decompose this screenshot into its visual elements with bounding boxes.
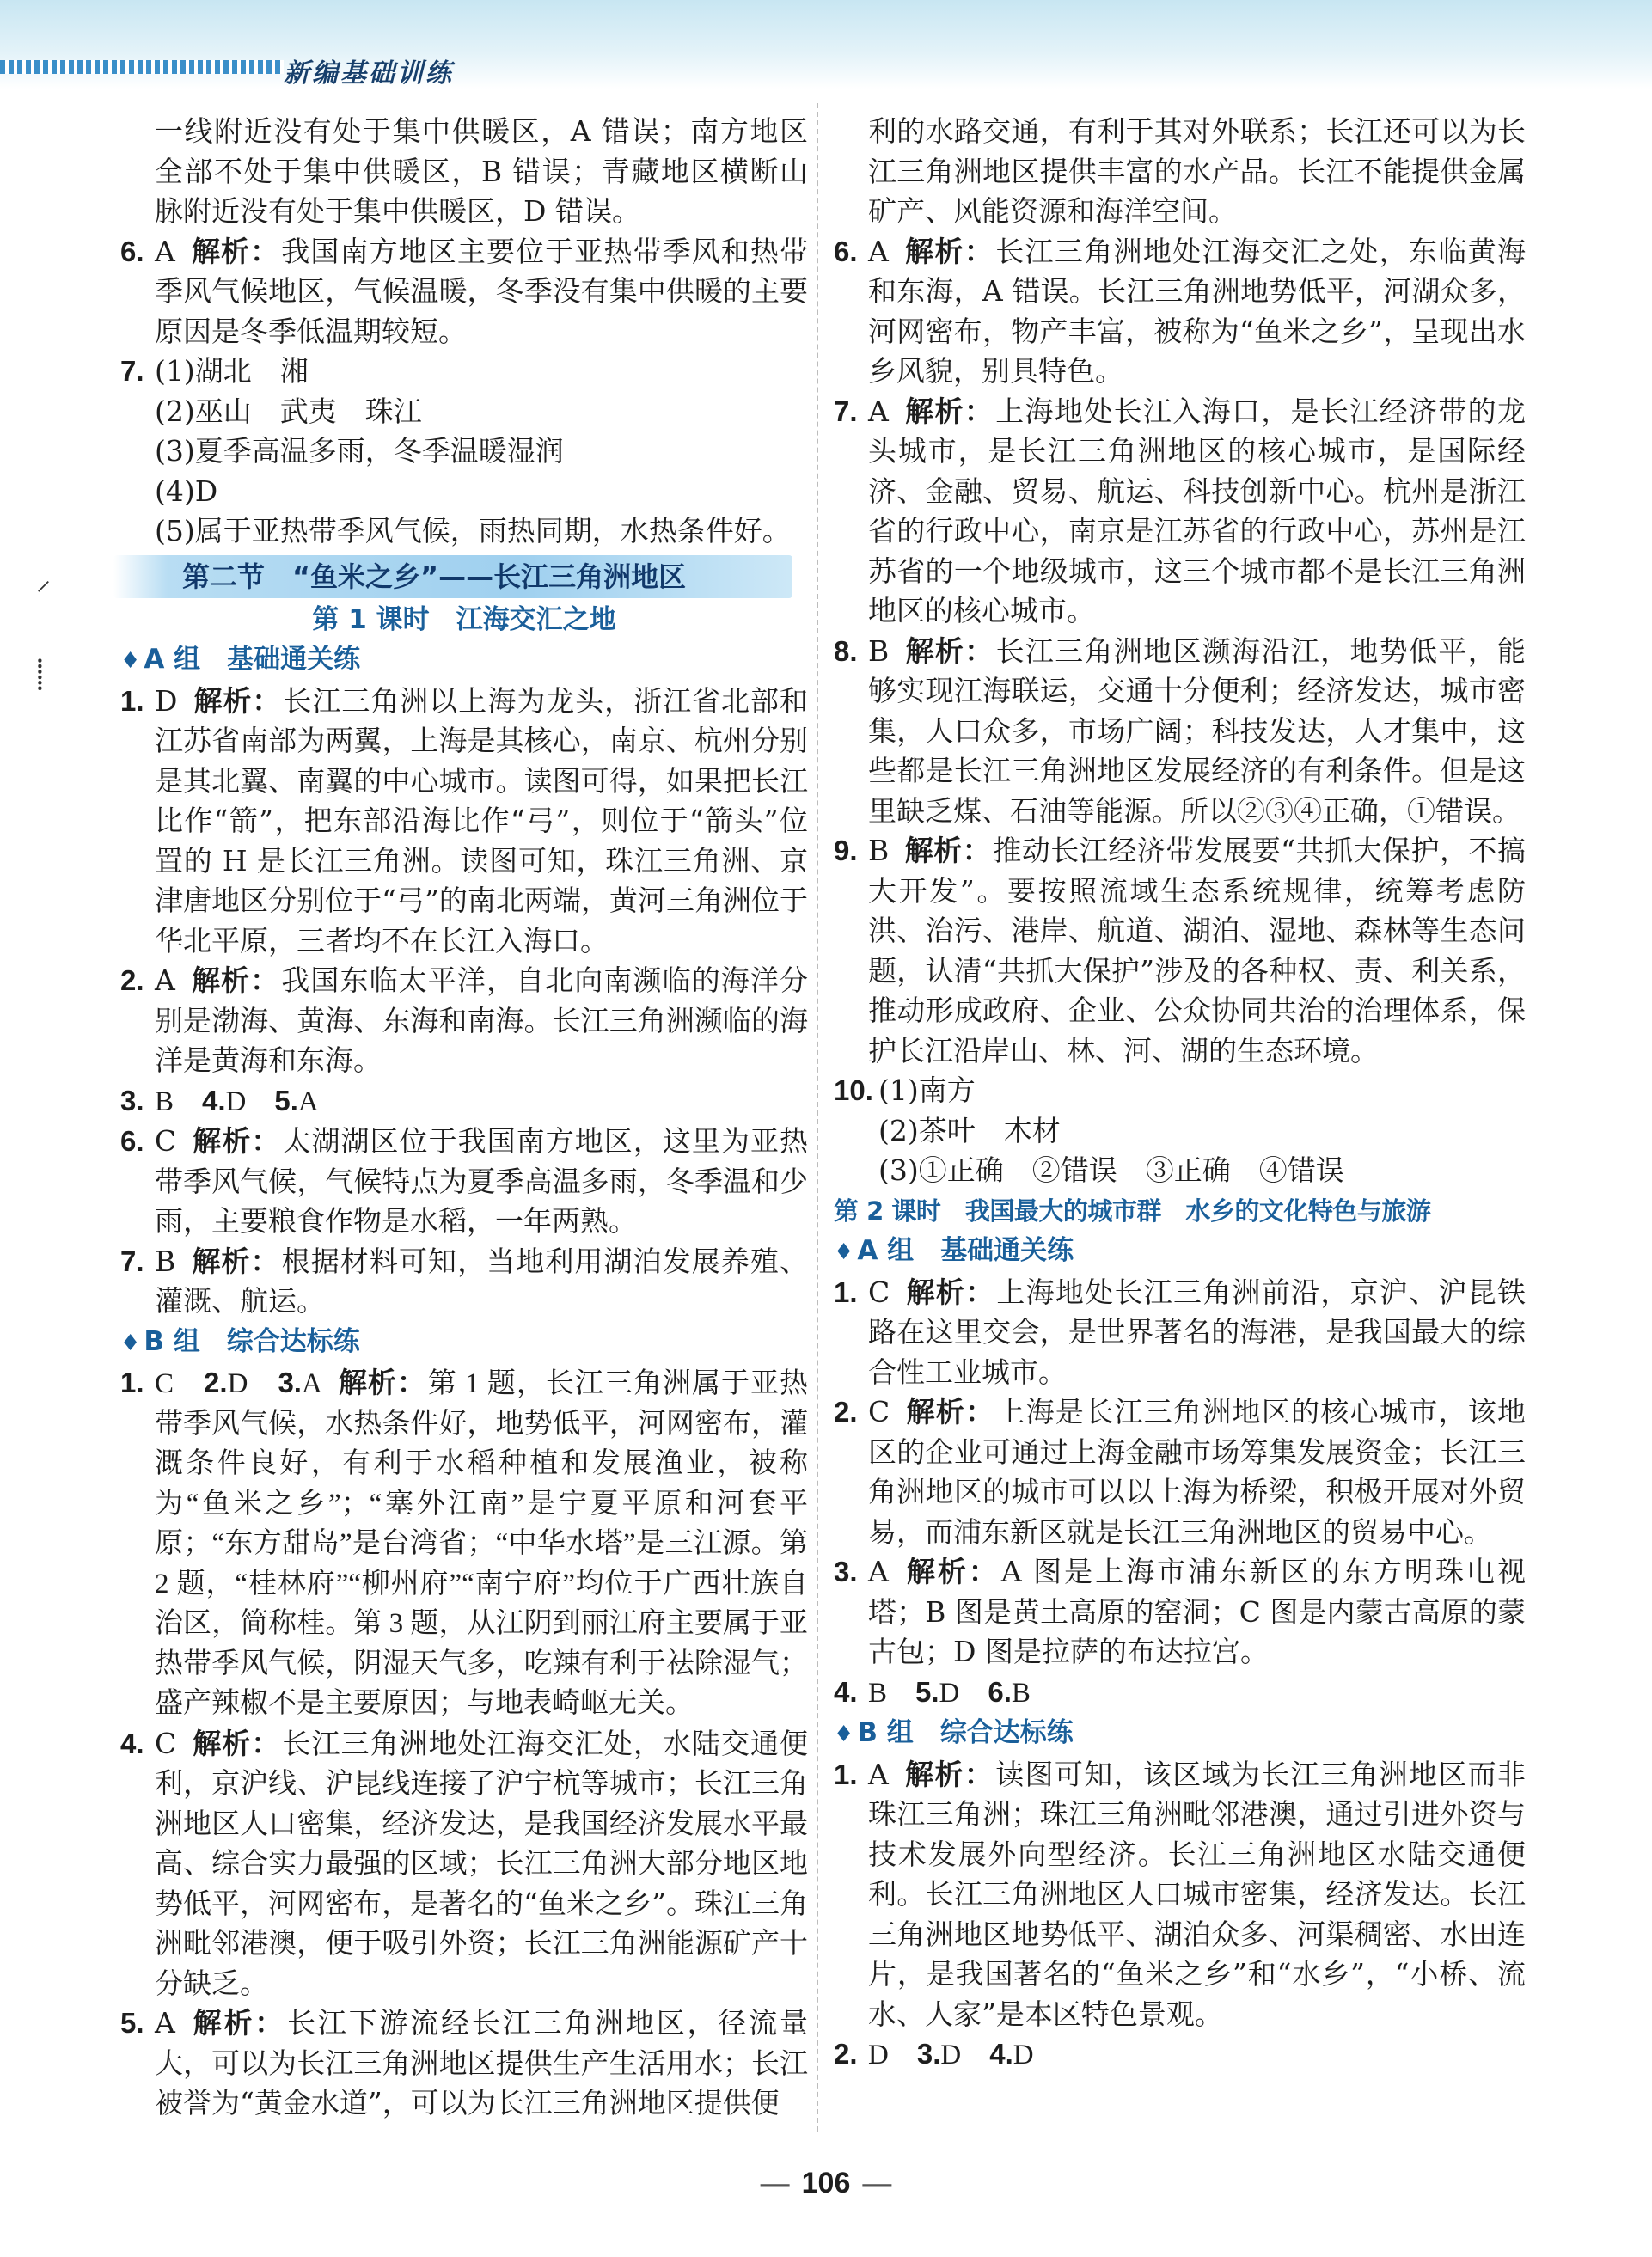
answer-letter: C [868,1275,890,1309]
item-number: 7. [834,395,858,427]
answer-item [834,831,1526,1071]
item-number: 7. [120,355,144,387]
diamond-icon: ♦ [120,648,141,674]
answer-letter: C [868,1395,890,1428]
page-dash: — [862,2167,892,2199]
item-number: 4. [834,1675,858,1708]
sub-answer: (2)巫山 武夷 珠江 [155,394,422,428]
answer-item [834,232,1526,392]
analysis-label: 解析： [903,1556,1000,1587]
answer-letter: B [155,1244,176,1278]
answer-row [834,1673,1526,1714]
page-dash: — [760,2167,790,2199]
answer-letter: A [155,234,175,268]
answer-item [834,392,1526,632]
answer-letter: B [868,633,890,668]
margin-mark: ⸝ [36,563,51,597]
column-divider [817,103,818,2132]
sub-answer: (1)南方 [878,1073,976,1107]
item-number: 7. [120,1245,144,1277]
item-number: 4. [202,1084,226,1116]
item-number: 10. [834,1074,873,1106]
analysis-text: 太湖湖区位于我国南方地区，这里为亚热带季风气候，气候特点为夏季高温多雨，冬季温和少雨，主要粮食作物是水稻，一年两熟。 [155,1124,809,1238]
analysis-text: A 图是上海市浦东新区的东方明珠电视塔；B 图是黄土高原的窑洞；C 图是内蒙古高原的蒙古包；D 图是拉萨的布达拉宫。 [868,1555,1526,1668]
analysis-label: 解析： [905,1275,995,1308]
answer-letter: A [868,1555,889,1588]
group-heading [834,1231,1526,1273]
item-number: 1. [120,684,144,717]
group-heading [120,1322,808,1364]
right-column [834,112,1526,2076]
lesson-title: 第 2 课时 我国最大的城市群 水乡的文化特色与旅游 [834,1196,1431,1226]
answer-letter: D [155,683,178,718]
answer-letter: C [155,1368,174,1399]
sub-answer: (2)茶叶 木材 [878,1113,1061,1147]
item-number: 4. [120,1727,144,1759]
answer-item [120,1242,808,1322]
answer-item [120,1724,808,2004]
answer-letter: A [155,2006,175,2040]
answer-item [120,1122,808,1242]
answer-item [834,1552,1526,1673]
item-number: 5. [120,2007,144,2039]
analysis-label: 解析： [904,835,992,866]
answer-letter: A [301,1368,322,1399]
item-number: 2. [834,2038,858,2070]
page-number-value: 106 [801,2167,851,2199]
group-title: A 组 基础通关练 [144,644,361,675]
sub-answer: (3)①正确 ②错误 ③正确 ④错误 [878,1153,1344,1187]
answer-letter: B [1011,1677,1031,1709]
item-number: 3. [834,1556,858,1587]
answer-item [834,1392,1526,1552]
section-title-bar [113,555,792,598]
analysis-text: 我国南方地区主要位于亚热带季风和热带季风气候地区，气候温暖，冬季没有集中供暖的主要原因是冬季低温期较短。 [155,234,809,348]
answer-letter: B [868,1677,888,1709]
answer-item [120,682,808,962]
analysis-text: 第 1 题，长江三角洲属于亚热带季风气候，水热条件好，地势低平，河网密布，灌溉条件良好，有利于水稻种植和发展渔业，被称为“鱼米之乡”；“塞外江南”是宁夏平原和河套平原；“东方甜岛”是台湾省；“中华水塔”是三江源。第 2 题，“桂林府”“柳州府”“南宁府”均位于广西壮族自治区，简称桂。第 3 题，从江阴到丽江府主要属于亚热带季风气候，阴湿天气多，吃辣有利于祛除湿气；盛产辣椒不是主要原因；与地表崎岖无关。 [155,1368,809,1719]
item-number: 8. [834,634,858,667]
continuation-text: 利的水路交通，有利于其对外联系；长江还可以为长江三角洲地区提供丰富的水产品。长江不能提供金属矿产、风能资源和海洋空间。 [868,114,1526,228]
group-title: B 组 综合达标练 [857,1717,1074,1748]
answer-item [834,1273,1526,1393]
analysis-label: 解析： [904,634,994,667]
answer-letter: D [225,1086,247,1117]
item-number: 6. [988,1675,1012,1708]
item-number: 4. [989,2038,1013,2070]
answer-letter: A [868,394,889,428]
answer-letter: A [155,963,175,997]
text-line: 部不处于集中供暖区，B 错误；青藏地区横断山脉附 [155,154,809,228]
analysis-label: 解析： [190,235,280,267]
item-number: 2. [834,1396,858,1428]
group-heading [120,639,808,682]
sub-answer: (5)属于亚热带季风气候，雨热同期，水热条件好。 [155,514,791,547]
item-number: 6. [834,235,858,267]
answer-item [120,232,808,352]
answer-row [120,1081,808,1122]
left-column [120,112,808,2124]
analysis-text: 推动长江经济带发展要“共抓大保护，不搞大开发”。要按照流域生态系统规律，统筹考虑防洪、治污、港岸、航道、湖泊、湿地、森林等生态问题，认清“共抓大保护”涉及的各种权、责、利关系，推动形成政府、企业、公众协同共治的治理体系，保护长江沿岸山、林、河、湖的生态环境。 [868,834,1527,1067]
answer-item [120,1363,808,1724]
group-title: B 组 综合达标练 [144,1325,360,1357]
analysis-label: 解析： [191,1245,280,1277]
item-number: 1. [120,1367,144,1398]
margin-mark: ⸽ [36,658,44,692]
header-stripe [0,60,284,74]
answer-item [120,2003,808,2124]
item-number: 3. [120,1084,144,1116]
item-number: 6. [120,1125,144,1157]
answer-letter: B [868,834,890,867]
sub-answer: (4)D [155,474,218,508]
analysis-text: 根据材料可知，当地利用湖泊发展养殖、灌溉、航运。 [155,1244,809,1318]
answer-item [834,1071,1526,1191]
group-title: A 组 基础通关练 [857,1235,1074,1266]
analysis-label: 解析： [905,1396,995,1428]
analysis-label: 解析： [190,964,280,996]
section-title: 第二节 “鱼米之乡”——长江三角洲地区 [182,560,687,593]
answer-item [120,352,808,552]
answer-letter: A [868,234,889,268]
sub-answer: (1)湖北 湘 [155,354,309,388]
answer-item [834,1755,1526,2035]
header-title: 新编基础训练 [284,58,454,89]
analysis-text: 上海是长江三角洲地区的核心城市，该地区的企业可通过上海金融市场筹集发展资金；长江三角洲地区的城市可以以上海为桥梁，积极开展对外贸易，而浦东新区就是长江三角洲地区的贸易中心。 [868,1395,1527,1549]
header-band [0,0,1652,89]
item-number: 2. [204,1367,228,1398]
group-heading [834,1713,1526,1755]
answer-letter: A [868,1757,889,1791]
analysis-label: 解析： [192,1125,281,1157]
answer-letter: D [940,2040,962,2070]
analysis-text: 我国东临太平洋，自北向南濒临的海洋分别是渤海、黄海、东海和南海。长江三角洲濒临的海洋是黄海和东海。 [155,963,809,1077]
analysis-label: 解析： [192,1727,281,1759]
item-number: 3. [278,1367,302,1398]
item-number: 3. [916,2038,941,2070]
answer-item [834,632,1526,832]
answer-letter: D [1013,2040,1034,2070]
sub-answer: (3)夏季高温多雨，冬季温暖湿润 [155,434,564,468]
answer-row [834,2034,1526,2076]
answer-letter: D [939,1677,960,1709]
diamond-icon: ♦ [834,1722,854,1747]
analysis-label: 解析： [903,235,994,267]
answer-letter: B [155,1086,174,1117]
analysis-text: 长江三角洲以上海为龙头，浙江省北部和江苏省南部为两翼，上海是其核心，南京、杭州分别是其北翼、南翼的中心城市。读图可得，如果把长江比作“箭”，把东部沿海比作“弓”，则位于“箭头”位置的 H 是长江三角洲。读图可知，珠江三角洲、京津唐地区分别位于“弓”的南北两端，黄河三角洲位于华北平原，三者均不在长江入海口。 [155,683,809,957]
analysis-text: 长江三角洲地处江海交汇之处，东临黄海和东海，A 错误。长江三角洲地势低平，河湖众多，河网密布，物产丰富，被称为“鱼米之乡”，呈现出水乡风貌，别具特色。 [868,234,1527,388]
analysis-text: 长江三角洲地区濒海沿江，地势低平，能够实现江海联运，交通十分便利；经济发达，城市密集，人口众多，市场广阔；科技发达，人才集中，这些都是长江三角洲地区发展经济的有利条件。但是这里缺乏煤、石油等能源。所以②③④正确，①错误。 [868,633,1527,828]
item-number: 6. [120,235,144,267]
analysis-text: 上海地处长江入海口，是长江经济带的龙头城市，是长江三角洲地区的核心城市，是国际经济、金融、贸易、航运、科技创新中心。杭州是浙江省的行政中心，南京是江苏省的行政中心，苏州是江苏省的一个地级城市，这三个城市都不是长江三角洲地区的核心城市。 [868,394,1527,627]
text-line: 一线附近没有处于集中供暖区，A 错误；南方地区全 [155,114,808,188]
analysis-text: 长江三角洲地处江海交汇处，水陆交通便利，京沪线、沪昆线连接了沪宁杭等城市；长江三角洲地区人口密集，经济发达，是我国经济发展水平最高、综合实力最强的区域；长江三角洲大部分地区地势低平，河网密布，是著名的“鱼米之乡”。珠江三角洲毗邻港澳，便于吸引外资；长江三角洲能源矿产十分缺乏。 [155,1726,809,2000]
analysis-label: 解析： [337,1367,426,1398]
diamond-icon: ♦ [120,1330,141,1356]
continuation-text [120,112,808,232]
analysis-label: 解析： [190,2007,286,2039]
analysis-text: 长江下游流经长江三角洲地区，径流量大，可以为长江三角洲地区提供生产生活用水；长江被誉为“黄金水道”，可以为长江三角洲地区提供便 [155,2006,809,2119]
analysis-label: 解析： [903,395,994,427]
analysis-label: 解析： [193,684,282,717]
answer-letter: C [155,1726,177,1760]
item-number: 5. [274,1084,298,1116]
analysis-text: 上海地处长江三角洲前沿，京沪、沪昆铁路在这里交会，是世界著名的海港，是我国最大的综合性工业城市。 [868,1275,1527,1389]
item-number: 2. [120,964,144,996]
answer-letter: C [155,1124,177,1158]
analysis-text: 读图可知，该区域为长江三角洲地区而非珠江三角洲；珠江三角洲毗邻港澳，通过引进外资与技术发展外向型经济。长江三角洲地区水陆交通便利。长江三角洲地区人口城市密集，经济发达。长江三角洲地区地势低平、湖泊众多、河渠稠密、水田连片，是我国著名的“鱼米之乡”和“水乡”，“小桥、流水、人家”是本区特色景观。 [868,1757,1527,2031]
answer-letter: D [227,1368,248,1399]
answer-letter: D [868,2040,889,2070]
item-number: 9. [834,835,858,866]
text-line: 近没有处于集中供暖区，D 错误。 [211,194,640,228]
item-number: 5. [915,1675,939,1708]
analysis-label: 解析： [903,1758,994,1790]
item-number: 1. [834,1275,858,1308]
lesson-title: 第 1 课时 江海交汇之地 [312,603,616,635]
answer-letter: A [297,1086,319,1117]
answer-item [120,961,808,1081]
item-number: 1. [834,1758,858,1790]
page-number [0,2167,1652,2200]
diamond-icon: ♦ [834,1239,854,1265]
